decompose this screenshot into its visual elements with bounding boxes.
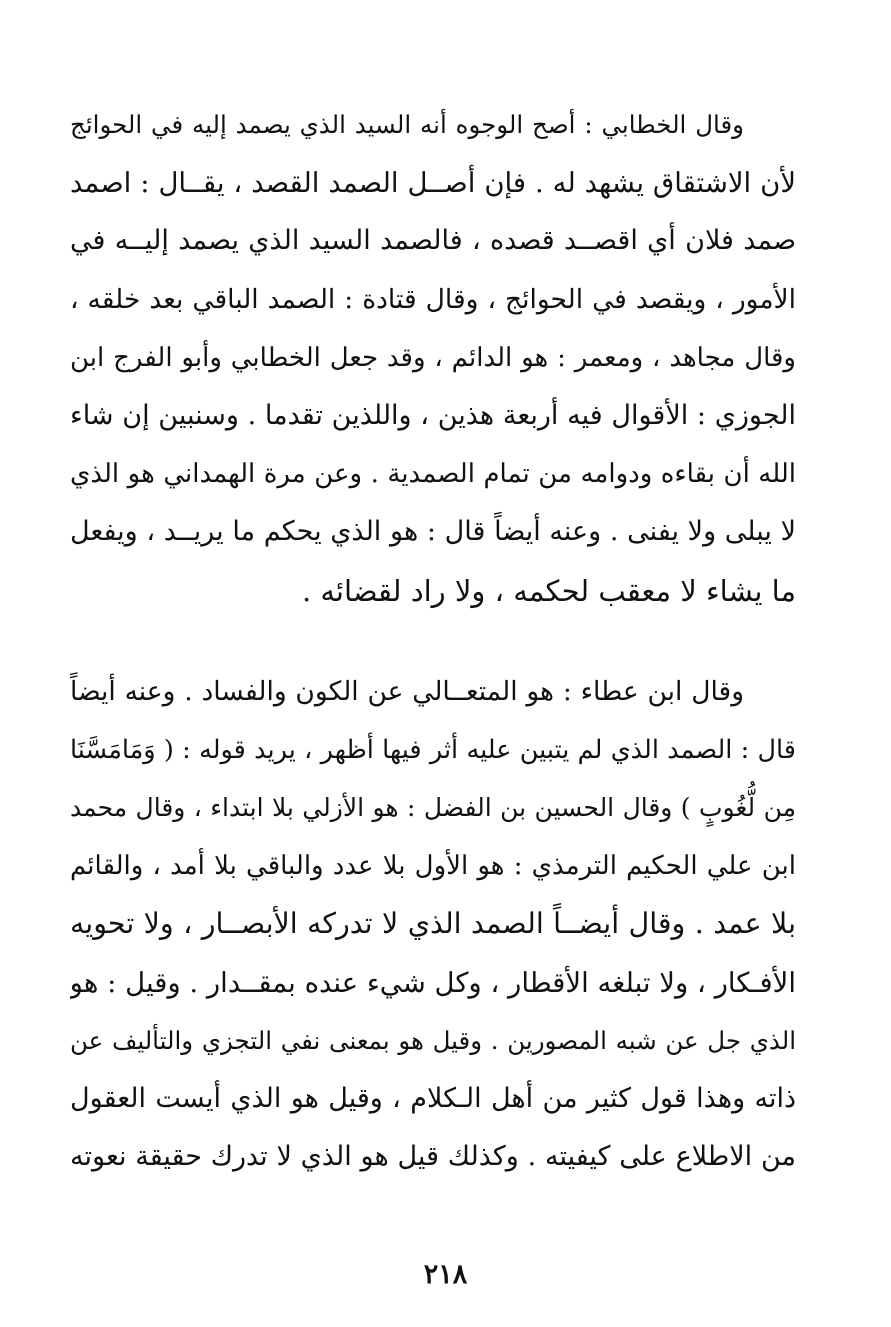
text-line: الجوزي : الأقوال فيه أربعة هذين ، واللذين تقدما . وسنبين إن شاء <box>70 399 796 431</box>
paragraph-1 <box>70 96 796 620</box>
text-line: وقال ابن عطاء : هو المتعــالي عن الكون والفساد . وعنه أيضاً <box>70 675 744 707</box>
page-body <box>70 96 796 1186</box>
paragraph-2 <box>70 663 796 1187</box>
text-line: الله أن بقاءه ودوامه من تمام الصمدية . وعن مرة الهمداني هو الذي <box>70 459 796 490</box>
text-line: بلا عمد . وقال أيضــاً الصمد الذي لا تدركه الأبصــار ، ولا تحويه <box>70 907 796 941</box>
text-line: لأن الاشتقاق يشهد له . فإن أصــل الصمد القصد ، يقــال : اصمد <box>70 167 796 200</box>
text-line: الذي جل عن شبه المصورين . وقيل هو بمعنى نفي التجزي والتأليف عن <box>70 1025 796 1055</box>
text-line: صمد فلان أي اقصــد قصده ، فالصمد السيد الذي يصمد إليــه في <box>70 225 796 257</box>
text-line: لا يبلى ولا يفنى . وعنه أيضاً قال : هو الذي يحكم ما يريــد ، ويفعل <box>70 516 796 548</box>
text-line: ما يشاء لا معقب لحكمه ، ولا راد لقضائه . <box>301 573 796 608</box>
text-line: الأفـكار ، ولا تبلغه الأقطار ، وكل شيء عنده بمقــدار . وقيل : هو <box>70 966 796 999</box>
text-line: قال : الصمد الذي لم يتبين عليه أثر فيها أظهر ، يريد قوله : ( وَمَامَسَّنَا <box>70 734 796 765</box>
text-line: وقال مجاهد ، ومعمر : هو الدائم ، وقد جعل الخطابي وأبو الفرج ابن <box>70 342 796 373</box>
text-line: وقال الخطابي : أصح الوجوه أنه السيد الذي يصمد إليه في الحوائج <box>70 110 744 139</box>
paragraph-gap <box>70 620 796 663</box>
text-line: ابن علي الحكيم الترمذي : هو الأول بلا عدد والباقي بلا أمد ، والقائم <box>70 851 796 882</box>
text-line: مِن لُّغُوبٍ ) وقال الحسين بن الفضل : هو الأزلي بلا ابتداء ، وقال محمد <box>70 793 796 823</box>
text-line: ذاته وهذا قول كثير من أهل الـكلام ، وقيل هو الذي أيست العقول <box>70 1083 796 1114</box>
text-line: من الاطلاع على كيفيته . وكذلك قيل هو الذي لا تدرك حقيقة نعوته <box>70 1141 796 1173</box>
text-line: الأمور ، ويقصد في الحوائج ، وقال قتادة : الصمد الباقي بعد خلقه ، <box>70 283 796 315</box>
page-number: ٢١٨ <box>423 1259 468 1290</box>
